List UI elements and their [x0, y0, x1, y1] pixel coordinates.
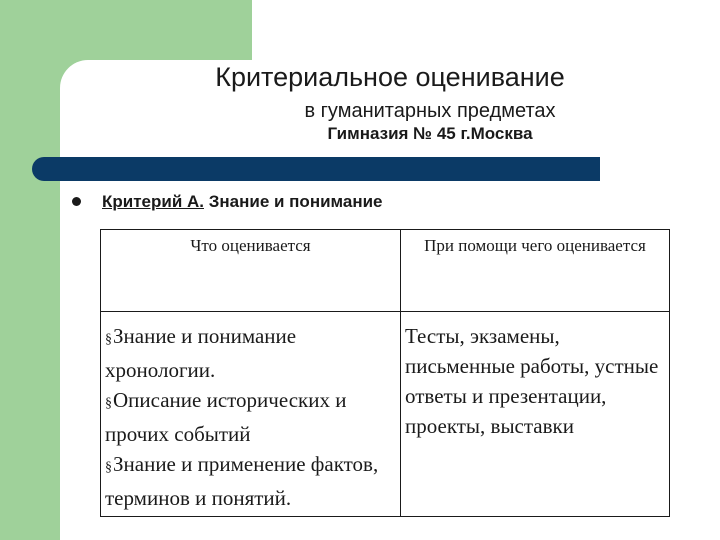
- slide-subtitle: в гуманитарных предметах: [304, 100, 556, 122]
- section-sign-icon: §: [105, 332, 112, 347]
- table-row: [101, 312, 670, 517]
- list-item: §Знание и применение фактов, терминов и понятий.: [105, 452, 379, 510]
- list-item: §Знание и понимание хронологии.: [105, 324, 297, 382]
- cell-assessed-items: [101, 312, 401, 517]
- criterion-label: Критерий А.: [102, 192, 204, 211]
- criterion-table: [100, 229, 670, 517]
- header-cell-how: При помощи чего оценивается: [401, 230, 670, 312]
- slide-title: Критериальное оценивание: [215, 62, 565, 92]
- school-name: Гимназия № 45 г.Москва: [327, 124, 533, 143]
- criterion-heading: [102, 192, 383, 212]
- section-sign-icon: §: [105, 396, 112, 411]
- decorative-navy-bar: [32, 157, 600, 181]
- table-header-row: [101, 230, 670, 312]
- header-cell-what: Что оценивается: [101, 230, 401, 312]
- bullet-dot-icon: [72, 197, 81, 206]
- cell-assessment-methods: Тесты, экзамены, письменные работы, устные ответы и презентации, проекты, выставки: [401, 312, 670, 517]
- criterion-text: Знание и понимание: [204, 192, 383, 211]
- section-sign-icon: §: [105, 460, 112, 475]
- list-item: §Описание исторических и прочих событий: [105, 388, 347, 446]
